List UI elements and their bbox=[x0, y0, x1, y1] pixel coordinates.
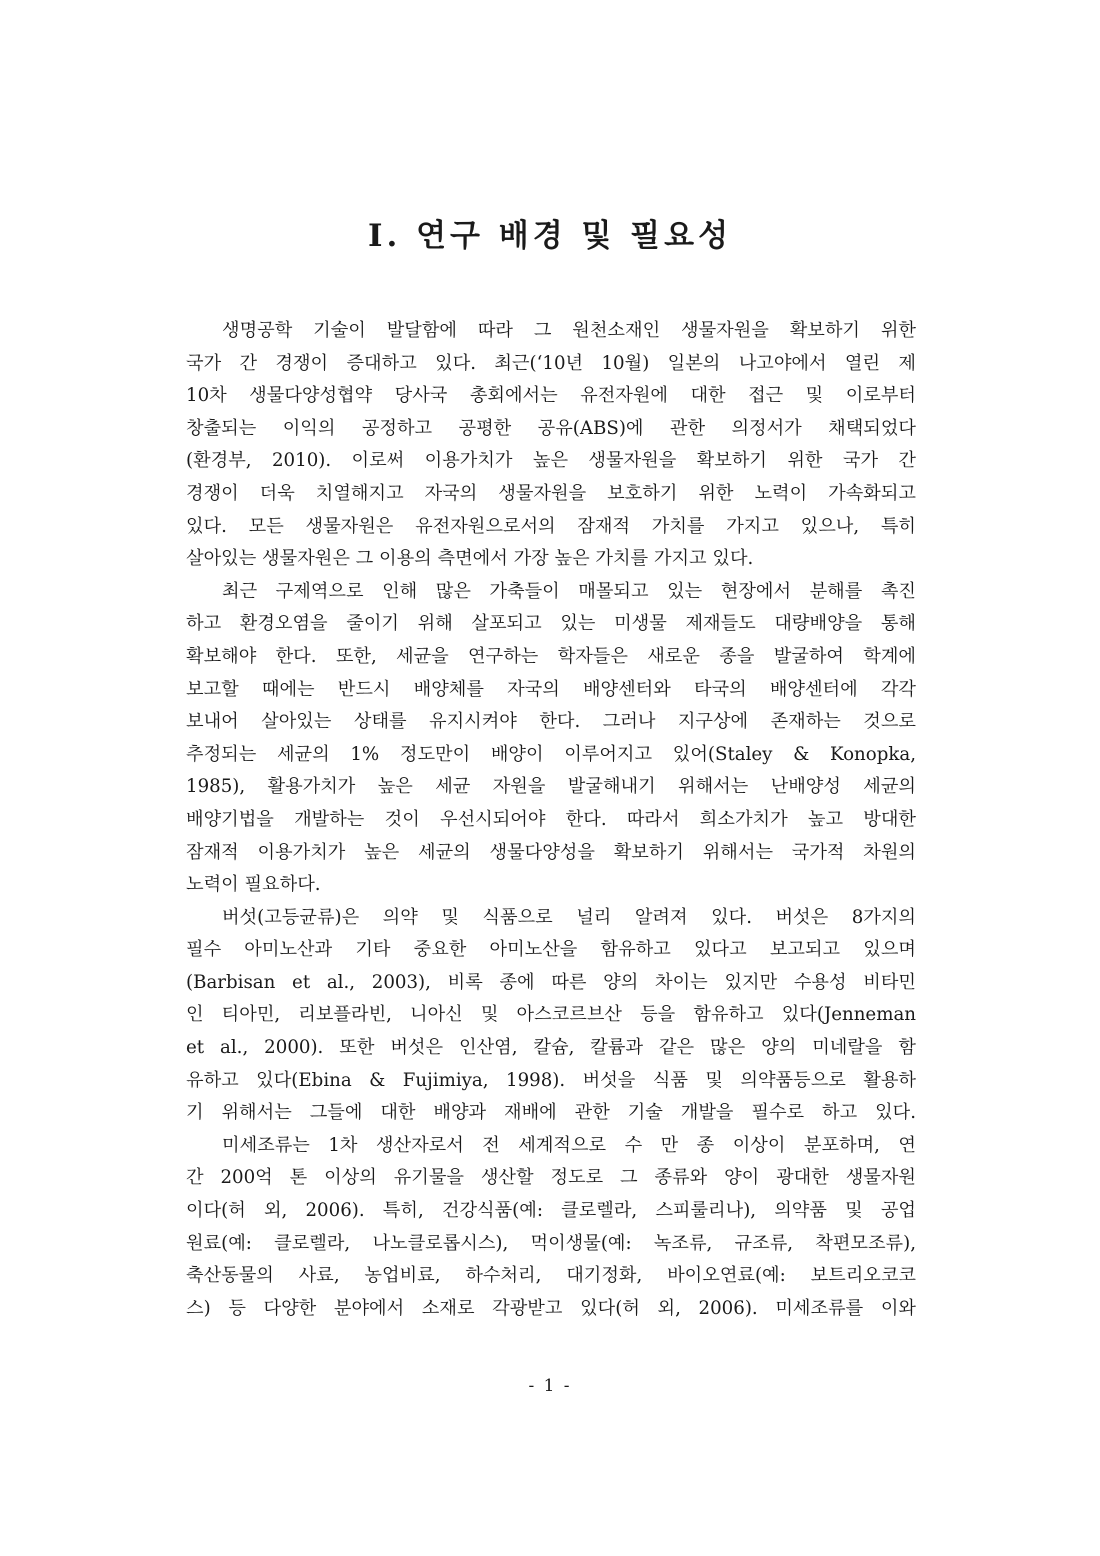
paragraph bbox=[186, 1130, 916, 1326]
paragraph bbox=[186, 576, 916, 902]
text-line: 미세조류는 1차 생산자로서 전 세계적으로 수 만 종 이상이 분포하며, 연 bbox=[222, 1134, 916, 1156]
text-line: (환경부, 2010). 이로써 이용가치가 높은 생물자원을 확보하기 위한 국가 간 bbox=[186, 450, 916, 472]
text-line: 스) 등 다양한 분야에서 소재로 각광받고 있다(허 외, 2006). 미세조류를 이와 bbox=[186, 1297, 916, 1319]
text-line: 보내어 살아있는 상태를 유지시켜야 한다. 그러나 지구상에 존재하는 것으로 bbox=[186, 711, 916, 733]
text-line: 있다. 모든 생물자원은 유전자원으로서의 잠재적 가치를 가지고 있으나, 특히 bbox=[186, 515, 916, 537]
text-line: 잠재적 이용가치가 높은 세균의 생물다양성을 확보하기 위해서는 국가적 차원의 bbox=[186, 841, 916, 863]
text-line: 간 200억 톤 이상의 유기물을 생산할 정도로 그 종류와 양이 광대한 생물자원 bbox=[186, 1167, 916, 1189]
text-line: 생명공학 기술이 발달함에 따라 그 원천소재인 생물자원을 확보하기 위한 bbox=[222, 320, 916, 341]
text-line: 창출되는 이익의 공정하고 공평한 공유(ABS)에 관한 의정서가 채택되었다 bbox=[186, 417, 916, 439]
chapter-title: Ⅰ. 연구 배경 및 필요성 bbox=[367, 218, 733, 254]
text-line: 이다(허 외, 2006). 특히, 건강식품(예: 클로렐라, 스피룰리나), 의약품 및 공업 bbox=[186, 1200, 916, 1222]
text-line: 경쟁이 더욱 치열해지고 자국의 생물자원을 보호하기 위한 노력이 가속화되고 bbox=[186, 482, 916, 504]
body-text bbox=[186, 315, 916, 1325]
text-line: 배양기법을 개발하는 것이 우선시되어야 한다. 따라서 희소가치가 높고 방대한 bbox=[186, 808, 916, 830]
text-line: 국가 간 경쟁이 증대하고 있다. 최근(‘10년 10월) 일본의 나고야에서 열린 제 bbox=[186, 352, 916, 374]
text-line: 최근 구제역으로 인해 많은 가축들이 매몰되고 있는 현장에서 분해를 촉진 bbox=[222, 580, 916, 602]
text-line: 인 티아민, 리보플라빈, 니아신 및 아스코르브산 등을 함유하고 있다(Jenneman bbox=[186, 1004, 916, 1026]
text-line: 노력이 필요하다. bbox=[186, 874, 321, 896]
text-line: 확보해야 한다. 또한, 세균을 연구하는 학자들은 새로운 종을 발굴하여 학계에 bbox=[186, 645, 916, 667]
text-line: 버섯(고등균류)은 의약 및 식품으로 널리 알려져 있다. 버섯은 8가지의 bbox=[222, 906, 916, 928]
text-line: et al., 2000). 또한 버섯은 인산염, 칼슘, 칼륨과 같은 많은 양의 미네랄을 함 bbox=[186, 1037, 916, 1059]
text-line: 필수 아미노산과 기타 중요한 아미노산을 함유하고 있다고 보고되고 있으며 bbox=[186, 939, 916, 961]
text-line: 축산동물의 사료, 농업비료, 하수처리, 대기정화, 바이오연료(예: 보트리오코코 bbox=[186, 1265, 916, 1287]
text-line: 보고할 때에는 반드시 배양체를 자국의 배양센터와 타국의 배양센터에 각각 bbox=[186, 678, 916, 700]
paragraph bbox=[186, 315, 916, 576]
text-line: 살아있는 생물자원은 그 이용의 측면에서 가장 높은 가치를 가지고 있다. bbox=[186, 548, 754, 570]
text-line: 추정되는 세균의 1% 정도만이 배양이 이루어지고 있어(Staley & Konopka, bbox=[186, 743, 916, 765]
text-line: 하고 환경오염을 줄이기 위해 살포되고 있는 미생물 제재들도 대량배양을 통해 bbox=[186, 613, 916, 635]
text-line: 기 위해서는 그들에 대한 배양과 재배에 관한 기술 개발을 필수로 하고 있다. bbox=[186, 1102, 916, 1124]
text-line: 원료(예: 클로렐라, 나노클로롭시스), 먹이생물(예: 녹조류, 규조류, 착편모조류), bbox=[186, 1232, 916, 1254]
text-line: (Barbisan et al., 2003), 비록 종에 따른 양의 차이는 있지만 수용성 비타민 bbox=[186, 971, 916, 993]
paragraph bbox=[186, 902, 916, 1130]
text-line: 10차 생물다양성협약 당사국 총회에서는 유전자원에 대한 접근 및 이로부터 bbox=[186, 385, 916, 407]
text-line: 1985), 활용가치가 높은 세균 자원을 발굴해내기 위해서는 난배양성 세균의 bbox=[186, 776, 916, 798]
text-line: 유하고 있다(Ebina & Fujimiya, 1998). 버섯을 식품 및 의약품등으로 활용하 bbox=[186, 1069, 916, 1091]
page-number: - 1 - bbox=[528, 1376, 572, 1396]
